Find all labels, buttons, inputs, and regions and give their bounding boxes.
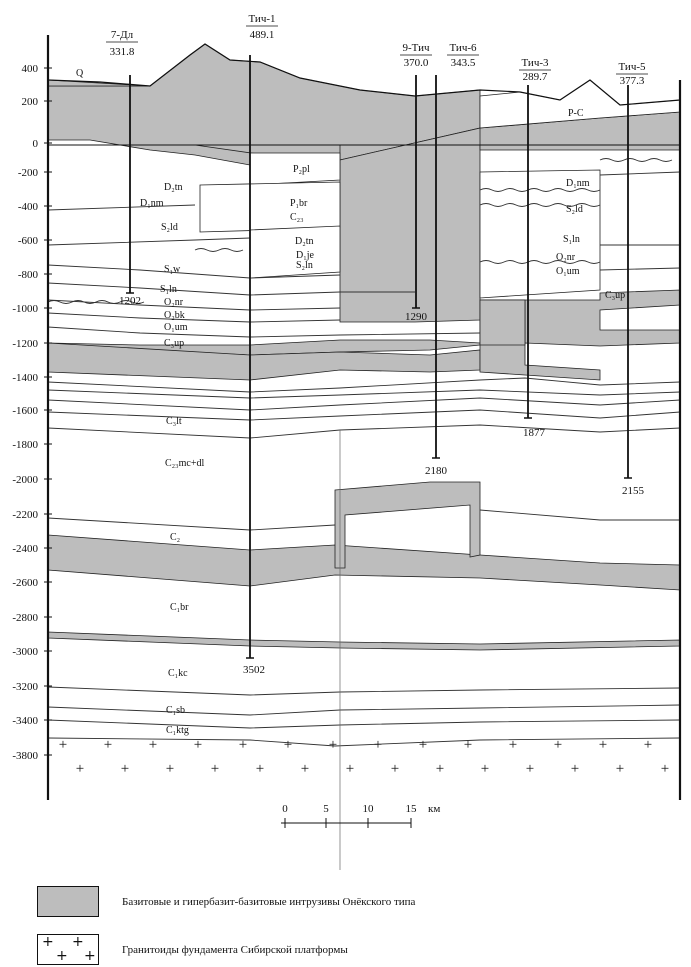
well-w1 xyxy=(106,29,141,307)
well-total-depth: 1202 xyxy=(119,295,141,307)
layer-label-s1ln_b: S₁ln xyxy=(563,234,580,245)
well-name: 9-Тич xyxy=(402,42,430,54)
layer-label-d2tn_b: D₂tn xyxy=(295,236,314,247)
granite-cross: + xyxy=(418,737,428,753)
depth-tick-label: -1800 xyxy=(12,439,38,451)
well-elevation: 377.3 xyxy=(619,75,645,87)
layer-label-pc: P-C xyxy=(568,108,584,119)
granite-cross: + xyxy=(238,737,248,753)
layer-label-o1um_a: O₁um xyxy=(164,322,188,333)
layer-label-s1ln: S₁ln xyxy=(160,284,177,295)
layer-label-d1nm_a: D₁nm xyxy=(140,198,164,209)
granite-cross: + xyxy=(570,761,580,777)
granite-cross: + xyxy=(210,761,220,777)
basement-granitoid-pattern xyxy=(59,737,669,777)
depth-tick-label: -600 xyxy=(17,235,38,247)
granite-cross: + xyxy=(598,737,608,753)
legend-text-intrusions: Базитовые и гипербазит-базитовые интрузивы Онёкского типа xyxy=(122,895,416,908)
well-elevation: 343.5 xyxy=(450,57,476,69)
layer-label-d2tn_a: D₂tn xyxy=(164,182,183,193)
granite-cross: + xyxy=(480,761,490,777)
granite-cross: + xyxy=(660,761,670,777)
layer-label-s2ld_b: S₂ld xyxy=(566,204,583,215)
well-elevation: 289.7 xyxy=(522,71,548,83)
well-total-depth: 1290 xyxy=(405,311,427,323)
layer-label-c2: C₂ xyxy=(170,532,181,543)
depth-tick-label: -3800 xyxy=(12,750,38,762)
depth-tick-label: -2000 xyxy=(12,474,38,486)
layer-label-c3up_a: C₃up xyxy=(164,338,185,349)
layer-label-p1br: P₁br xyxy=(290,198,308,209)
granite-cross: + xyxy=(525,761,535,777)
depth-tick-label: -2200 xyxy=(12,509,38,521)
depth-tick-label: -800 xyxy=(17,269,38,281)
depth-tick-label: -1200 xyxy=(12,338,38,350)
scale-tick-label: 0 xyxy=(282,803,288,815)
layer-label-s2ln_b: S₂ln xyxy=(296,260,313,271)
layer-label-c3lt: C₃lt xyxy=(166,416,182,427)
layer-label-c23mc: C₂₃mc+dl xyxy=(165,458,205,469)
layer-label-o2nr_a: O₂nr xyxy=(164,297,184,308)
well-name: Тич-6 xyxy=(449,42,477,54)
well-total-depth: 1877 xyxy=(523,427,545,439)
scale-tick-label: 5 xyxy=(323,803,329,815)
depth-tick-label: -1600 xyxy=(12,405,38,417)
depth-axis-ticks xyxy=(12,63,52,762)
scale-tick-label: 15 xyxy=(405,803,417,815)
depth-tick-label: -200 xyxy=(17,167,38,179)
well-name: Тич-5 xyxy=(618,61,646,73)
well-elevation: 331.8 xyxy=(109,46,135,58)
depth-tick-label: -400 xyxy=(17,201,38,213)
granite-cross: + xyxy=(463,737,473,753)
scale-unit: км xyxy=(428,803,441,815)
layer-label-p2pl: P₂pl xyxy=(293,164,310,175)
layer-label-s1w: S₁w xyxy=(164,264,181,275)
layer-label-d1je: D₁je xyxy=(296,250,314,261)
depth-tick-label: -1400 xyxy=(12,372,38,384)
granite-cross: + xyxy=(300,761,310,777)
well-total-depth: 2155 xyxy=(622,485,644,497)
depth-tick-label: -3000 xyxy=(12,646,38,658)
granite-cross: + xyxy=(373,737,383,753)
legend-item-granitoids xyxy=(37,934,348,965)
layer-label-c1ktg: C₁ktg xyxy=(166,725,189,736)
depth-tick-label: -1000 xyxy=(12,303,38,315)
layer-label-c3up_b: C₃up xyxy=(605,290,626,301)
granite-cross: + xyxy=(283,737,293,753)
legend-item-intrusions xyxy=(37,886,415,917)
legend-swatch-granitoids: + + + + xyxy=(37,934,99,965)
layer-label-s2ld_a: S₂ld xyxy=(161,222,178,233)
granite-cross: + xyxy=(75,761,85,777)
layer-label-o2bk: O₂bk xyxy=(164,310,185,321)
layer-label-o2nr_b: O₂nr xyxy=(556,252,576,263)
well-elevation: 489.1 xyxy=(249,29,275,41)
well-name: Тич-1 xyxy=(248,13,276,25)
layer-label-c23: C₂₃ xyxy=(290,212,304,223)
depth-tick-label: -3200 xyxy=(12,681,38,693)
layer-label-q: Q xyxy=(76,68,84,79)
depth-tick-label: 400 xyxy=(21,63,38,75)
granite-cross: + xyxy=(508,737,518,753)
granite-cross: + xyxy=(435,761,445,777)
layer-label-c1br: C₁br xyxy=(170,602,189,613)
well-total-depth: 3502 xyxy=(243,664,265,676)
depth-tick-label: 200 xyxy=(21,96,38,108)
granite-cross: + xyxy=(58,737,68,753)
granite-cross: + xyxy=(553,737,563,753)
intrusion-bodies xyxy=(48,44,680,650)
granite-cross: + xyxy=(148,737,158,753)
legend-text-granitoids: Гранитоиды фундамента Сибирской платформы xyxy=(122,943,348,956)
depth-tick-label: -2600 xyxy=(12,577,38,589)
granite-cross: + xyxy=(643,737,653,753)
granite-cross: + xyxy=(193,737,203,753)
granite-cross: + xyxy=(120,761,130,777)
legend-swatch-intrusions xyxy=(37,886,99,917)
layer-label-d1nm_b: D₁nm xyxy=(566,178,590,189)
well-name: Тич-3 xyxy=(521,57,549,69)
depth-tick-label: 0 xyxy=(32,138,38,150)
depth-tick-label: -2400 xyxy=(12,543,38,555)
depth-tick-label: -2800 xyxy=(12,612,38,624)
granite-cross: + xyxy=(165,761,175,777)
well-name: 7-Дл xyxy=(110,29,134,41)
granite-cross: + xyxy=(390,761,400,777)
granite-cross: + xyxy=(615,761,625,777)
granite-cross: + xyxy=(255,761,265,777)
granite-cross: + xyxy=(103,737,113,753)
scale-tick-label: 10 xyxy=(362,803,374,815)
well-elevation: 370.0 xyxy=(403,57,429,69)
layer-label-c1kc: C₁kc xyxy=(168,668,188,679)
layer-label-o1um_b: O₁um xyxy=(556,266,580,277)
granite-cross: + xyxy=(328,737,338,753)
scale-bar xyxy=(281,803,440,828)
depth-tick-label: -3400 xyxy=(12,715,38,727)
layer-label-c1sb: C₁sb xyxy=(166,705,186,716)
legend xyxy=(0,870,691,967)
granite-cross: + xyxy=(345,761,355,777)
well-total-depth: 2180 xyxy=(425,465,447,477)
